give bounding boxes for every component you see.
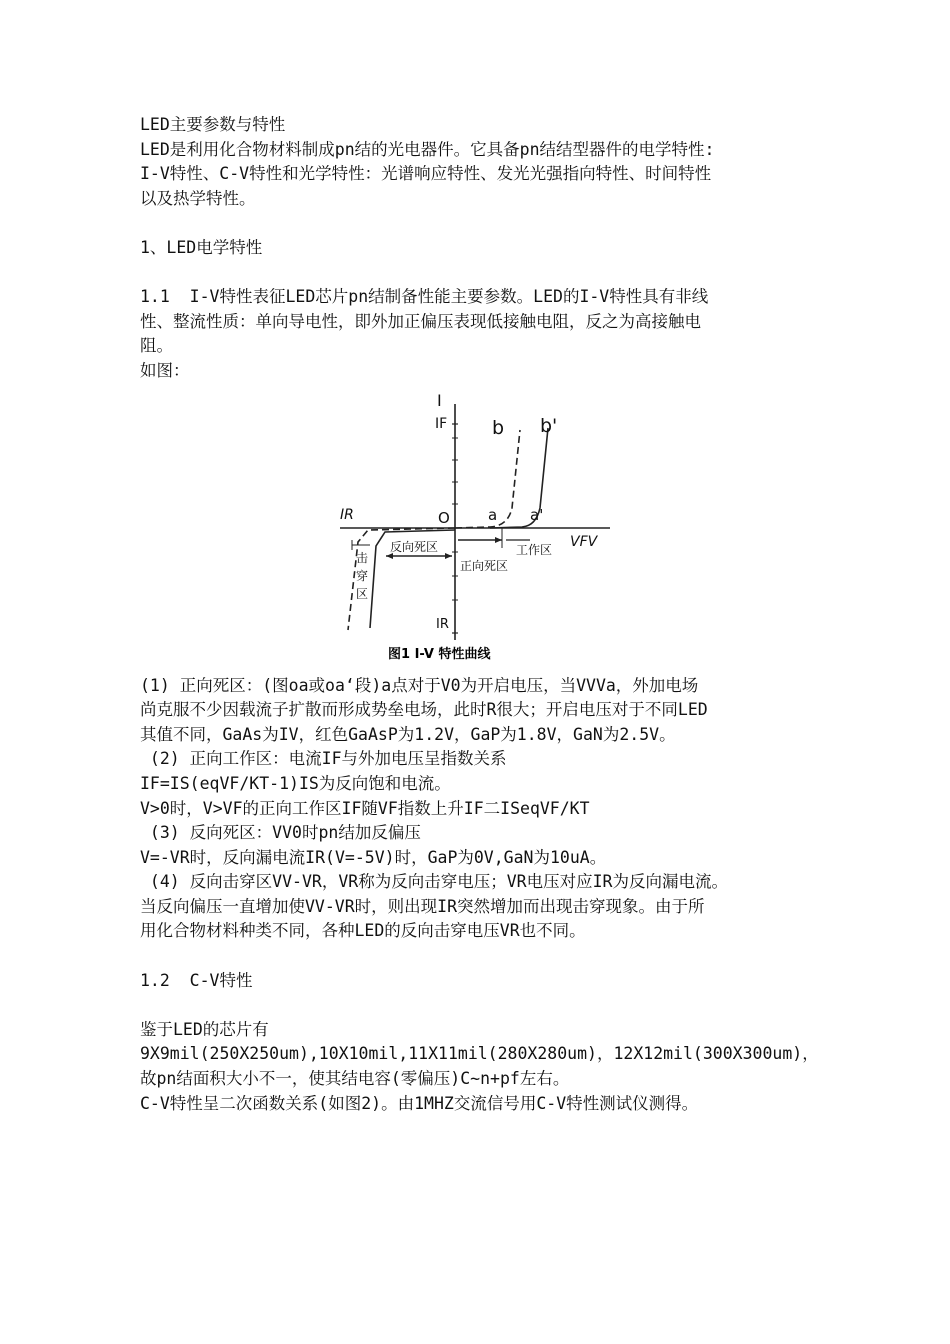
region-work: 工作区 — [516, 542, 553, 557]
figure-caption: 图1 I-V 特性曲线 — [388, 646, 491, 662]
document-page — [140, 113, 820, 1116]
iv-curve-diagram — [340, 390, 640, 670]
label-vfv: VFV — [570, 533, 598, 550]
s11-after-line-3: 其值不同，GaAs为IV，红色GaAsP为1.2V，GaP为1.8V，GaN为2.5V。 — [140, 724, 676, 744]
s11-line-3: 阻。 — [140, 336, 173, 356]
region-breakdown-2: 穿 — [356, 568, 369, 583]
s11-line-1: 1.1 I-V特性表征LED芯片pn结制备性能主要参数。LED的I-V特性具有非线 — [140, 287, 709, 307]
s11-line-4: 如图： — [140, 360, 190, 380]
intro-line-2: I-V特性、C-V特性和光学特性：光谱响应特性、发光光强指向特性、时间特性 — [140, 164, 712, 184]
region-breakdown-3: 区 — [356, 586, 369, 601]
label-ir-bottom: IR — [436, 616, 449, 632]
label-o: O — [438, 508, 450, 527]
s11-after-line-2: 尚克服不少因载流子扩散而形成势垒电场，此时R很大；开启电压对于不同LED — [140, 700, 708, 720]
s12-heading: 1.2 C-V特性 — [140, 970, 253, 990]
s11-after-line-4: (2) 正向工作区：电流IF与外加电压呈指数关系 — [140, 749, 507, 769]
s11-after-line-8: V=-VR时，反向漏电流IR(V=-5V)时，GaP为0V,GaN为10uA。 — [140, 847, 607, 867]
label-if: IF — [435, 415, 448, 432]
s11-after-line-11: 用化合物材料种类不同，各种LED的反向击穿电压VR也不同。 — [140, 921, 586, 941]
label-a: a — [488, 505, 498, 524]
intro-line-1: LED是利用化合物材料制成pn结的光电器件。它具备pn结结型器件的电学特性: — [140, 139, 715, 159]
s11-after-line-7: (3) 反向死区：VV0时pn结加反偏压 — [140, 823, 421, 843]
s11-after-line-5: IF=IS(eqVF/KT-1)IS为反向饱和电流。 — [140, 773, 451, 793]
s12-line-2: 9X9mil(250X250um),10X10mil,11X11mil(280X280um)，12X12mil(300X300um)， — [140, 1044, 819, 1064]
s11-after-line-1: (1) 正向死区：(图oa或oa‘段)a点对于V0为开启电压，当VVVa，外加电场 — [140, 675, 699, 695]
intro-line-3: 以及热学特性。 — [140, 188, 256, 208]
s12-line-4: C-V特性呈二次函数关系(如图2)。由1MHZ交流信号用C-V特性测试仪测得。 — [140, 1093, 699, 1113]
label-b: b — [492, 416, 505, 439]
label-ir-left: IR — [340, 506, 354, 523]
doc-title: LED主要参数与特性 — [140, 115, 286, 134]
region-forward-dead: 正向死区 — [460, 558, 509, 573]
iv-curve-figure — [340, 390, 640, 670]
section1-heading: 1、LED电学特性 — [140, 237, 263, 257]
s12-line-3: 故pn结面积大小不一，使其结电容(零偏压)C~n+pf左右。 — [140, 1069, 570, 1089]
s11-line-2: 性、整流性质：单向导电性，即外加正偏压表现低接触电阻，反之为高接触电 — [140, 311, 701, 331]
region-reverse-dead: 反向死区 — [390, 539, 439, 554]
s11-after-line-9: (4) 反向击穿区VV-VR，VR称为反向击穿电压；VR电压对应IR为反向漏电流。 — [140, 872, 728, 892]
s11-after-line-6: V>0时，V>VF的正向工作区IF随VF指数上升IF二ISeqVF/KT — [140, 798, 590, 818]
label-i: I — [437, 390, 442, 410]
label-b-prime: b' — [540, 414, 558, 437]
s11-after-line-10: 当反向偏压一直增加使VV-VR时，则出现IR突然增加而出现击穿现象。由于所 — [140, 896, 705, 916]
s12-line-1: 鉴于LED的芯片有 — [140, 1019, 269, 1039]
region-breakdown-1: 击 — [356, 550, 369, 565]
label-a-prime: a' — [530, 505, 544, 524]
